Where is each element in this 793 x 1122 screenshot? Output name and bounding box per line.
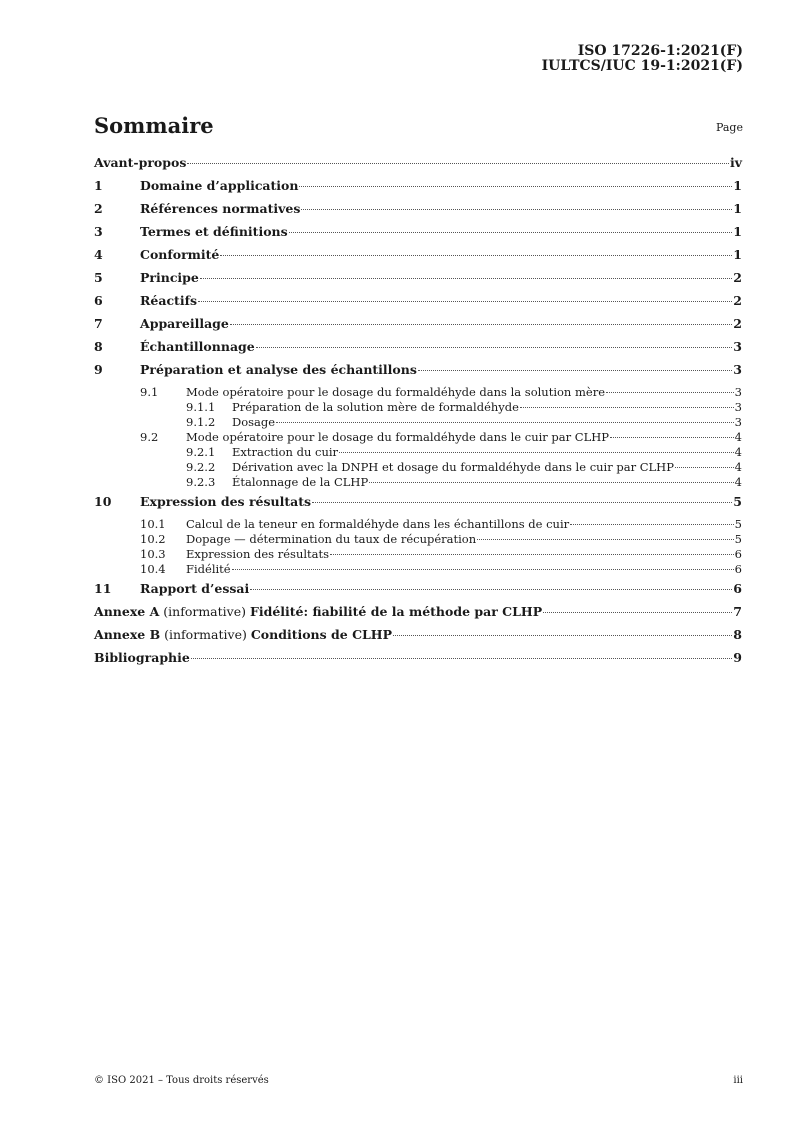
toc-leader-dots: [610, 437, 734, 438]
annex-label: Annexe A: [94, 604, 160, 619]
toc-entry-title: Expression des résultats: [186, 547, 330, 561]
toc-leader-dots: [369, 482, 733, 483]
toc-entry-number: 10.2: [140, 532, 166, 546]
toc-leader-dots: [606, 392, 734, 393]
toc-leader-dots: [250, 589, 732, 590]
toc-entry-title: [94, 627, 392, 642]
toc-entry-title: Réactifs: [140, 293, 197, 308]
toc-entry-number: 9.2.3: [186, 475, 216, 489]
toc-entry-number: 9.1.1: [186, 400, 216, 414]
toc-entry-number: 3: [94, 224, 103, 239]
toc-leader-dots: [289, 232, 733, 233]
toc-entry-title: Domaine d’application: [140, 178, 299, 193]
toc-leader-dots: [477, 539, 734, 540]
annex-title: Conditions de CLHP: [250, 627, 393, 642]
toc-entry-page: 8: [733, 627, 742, 642]
toc-entry[interactable]: [94, 224, 742, 247]
toc-entry-page: 6: [734, 562, 742, 576]
toc-entry-page: 7: [733, 604, 742, 619]
toc-entry[interactable]: [94, 532, 742, 547]
toc-entry[interactable]: [94, 475, 742, 490]
toc-entry-page: 2: [733, 270, 742, 285]
table-of-contents: [94, 155, 742, 673]
toc-leader-dots: [330, 554, 734, 555]
toc-entry-title: Termes et définitions: [140, 224, 288, 239]
toc-entry[interactable]: [94, 339, 742, 362]
toc-entry[interactable]: [94, 385, 742, 400]
toc-entry-page: 5: [733, 494, 742, 509]
toc-entry-number: 9.2.2: [186, 460, 216, 474]
toc-entry-title: Avant-propos: [94, 155, 187, 170]
toc-entry[interactable]: [94, 178, 742, 201]
toc-entry-number: 9.2: [140, 430, 159, 444]
toc-entry-page: 3: [733, 362, 742, 377]
footer-copyright: © ISO 2021 – Tous droits réservés: [94, 1075, 269, 1086]
toc-entry-page: 1: [733, 201, 742, 216]
toc-leader-dots: [276, 422, 734, 423]
toc-entry[interactable]: [94, 201, 742, 224]
toc-entry-page: 3: [733, 339, 742, 354]
toc-leader-dots: [570, 524, 734, 525]
toc-entry-page: 1: [733, 178, 742, 193]
toc-entry-title: Expression des résultats: [140, 494, 312, 509]
toc-entry-page: 1: [733, 224, 742, 239]
toc-leader-dots: [299, 186, 732, 187]
toc-entry-number: 5: [94, 270, 103, 285]
page-column-label: Page: [715, 121, 743, 134]
toc-entry[interactable]: [94, 293, 742, 316]
toc-entry[interactable]: [94, 547, 742, 562]
toc-entry-title: Calcul de la teneur en formaldéhyde dans les échantillons de cuir: [186, 517, 570, 531]
annex-title: Fidélité: fiabilité de la méthode par CLHP: [249, 604, 543, 619]
toc-entry[interactable]: [94, 316, 742, 339]
toc-entry[interactable]: [94, 627, 742, 650]
toc-entry-title: Rapport d’essai: [140, 581, 250, 596]
toc-entry-title: Principe: [140, 270, 199, 285]
toc-entry-title: Appareillage: [140, 316, 229, 331]
toc-entry-number: 10.4: [140, 562, 166, 576]
toc-entry-page: 5: [734, 532, 742, 546]
toc-leader-dots: [301, 209, 732, 210]
toc-entry[interactable]: [94, 270, 742, 293]
toc-entry-number: 9: [94, 362, 103, 377]
toc-entry-page: 1: [733, 247, 742, 262]
toc-entry-page: 4: [734, 430, 742, 444]
toc-leader-dots: [520, 407, 734, 408]
toc-entry[interactable]: [94, 415, 742, 430]
toc-leader-dots: [191, 658, 732, 659]
toc-entry[interactable]: [94, 581, 742, 604]
toc-entry-number: 6: [94, 293, 103, 308]
toc-entry[interactable]: [94, 362, 742, 385]
toc-entry-title: [94, 604, 542, 619]
footer-page-number: iii: [733, 1075, 743, 1086]
toc-entry-title: Étalonnage de la CLHP: [232, 475, 369, 489]
annex-label: Annexe B: [94, 627, 161, 642]
toc-entry[interactable]: [94, 494, 742, 517]
toc-leader-dots: [232, 569, 734, 570]
toc-entry-number: 9.1: [140, 385, 159, 399]
document-header: [542, 44, 743, 74]
toc-leader-dots: [675, 467, 734, 468]
toc-leader-dots: [200, 278, 732, 279]
toc-entry-title: Conformité: [140, 247, 220, 262]
toc-entry-number: 9.2.1: [186, 445, 216, 459]
toc-entry-page: 2: [733, 293, 742, 308]
toc-entry[interactable]: [94, 247, 742, 270]
toc-entry-page: 3: [734, 385, 742, 399]
toc-entry[interactable]: [94, 562, 742, 577]
toc-entry-page: 3: [734, 400, 742, 414]
toc-entry[interactable]: [94, 517, 742, 532]
page-title: Sommaire: [94, 113, 214, 138]
toc-entry[interactable]: [94, 155, 742, 178]
toc-leader-dots: [230, 324, 732, 325]
toc-leader-dots: [312, 502, 732, 503]
toc-leader-dots: [418, 370, 732, 371]
toc-entry-title: Dérivation avec la DNPH et dosage du formaldéhyde dans le cuir par CLHP: [232, 460, 674, 474]
toc-entry-page: 6: [734, 547, 742, 561]
toc-leader-dots: [187, 163, 729, 164]
toc-entry-number: 8: [94, 339, 103, 354]
toc-entry-title: Mode opératoire pour le dosage du formaldéhyde dans la solution mère: [186, 385, 606, 399]
standard-number-iultcs: IULTCS/IUC 19-1:2021(F): [541, 58, 743, 74]
toc-leader-dots: [220, 255, 732, 256]
toc-entry[interactable]: [94, 400, 742, 415]
toc-entry[interactable]: [94, 460, 742, 475]
toc-entry-number: 11: [94, 581, 112, 596]
toc-entry-title: Dopage — détermination du taux de récupération: [186, 532, 477, 546]
toc-entry-title: Échantillonnage: [140, 339, 255, 354]
toc-entry-page: 4: [734, 445, 742, 459]
annex-type: (informative): [159, 604, 250, 619]
annex-type: (informative): [160, 627, 251, 642]
toc-entry-number: 10.1: [140, 517, 166, 531]
toc-entry-title: Mode opératoire pour le dosage du formaldéhyde dans le cuir par CLHP: [186, 430, 610, 444]
toc-entry-number: 4: [94, 247, 103, 262]
toc-entry-page: 3: [734, 415, 742, 429]
toc-entry-title: Bibliographie: [94, 650, 190, 665]
toc-entry-number: 9.1.2: [186, 415, 216, 429]
toc-entry-page: 4: [734, 475, 742, 489]
toc-entry-title: Fidélité: [186, 562, 231, 576]
toc-entry-number: 7: [94, 316, 103, 331]
toc-entry-title: Références normatives: [140, 201, 301, 216]
toc-entry-title: Dosage: [232, 415, 276, 429]
toc-entry-page: 5: [734, 517, 742, 531]
toc-entry[interactable]: [94, 604, 742, 627]
toc-entry-title: Préparation et analyse des échantillons: [140, 362, 417, 377]
toc-leader-dots: [393, 635, 732, 636]
toc-entry[interactable]: [94, 445, 742, 460]
toc-entry-title: Préparation de la solution mère de formaldéhyde: [232, 400, 519, 414]
toc-entry[interactable]: [94, 650, 742, 673]
toc-entry-page: 9: [733, 650, 742, 665]
toc-leader-dots: [198, 301, 732, 302]
toc-entry-number: 10.3: [140, 547, 166, 561]
toc-entry-page: 4: [734, 460, 742, 474]
toc-entry-number: 1: [94, 178, 103, 193]
toc-entry-number: 10: [94, 494, 112, 509]
toc-entry-page: iv: [729, 155, 742, 170]
toc-entry-page: 2: [733, 316, 742, 331]
toc-leader-dots: [543, 612, 732, 613]
toc-leader-dots: [339, 452, 734, 453]
standard-number: ISO 17226-1:2021(F): [577, 43, 743, 59]
toc-entry-number: 2: [94, 201, 103, 216]
toc-entry-title: Extraction du cuir: [232, 445, 339, 459]
toc-entry-page: 6: [733, 581, 742, 596]
toc-entry[interactable]: [94, 430, 742, 445]
toc-leader-dots: [256, 347, 733, 348]
